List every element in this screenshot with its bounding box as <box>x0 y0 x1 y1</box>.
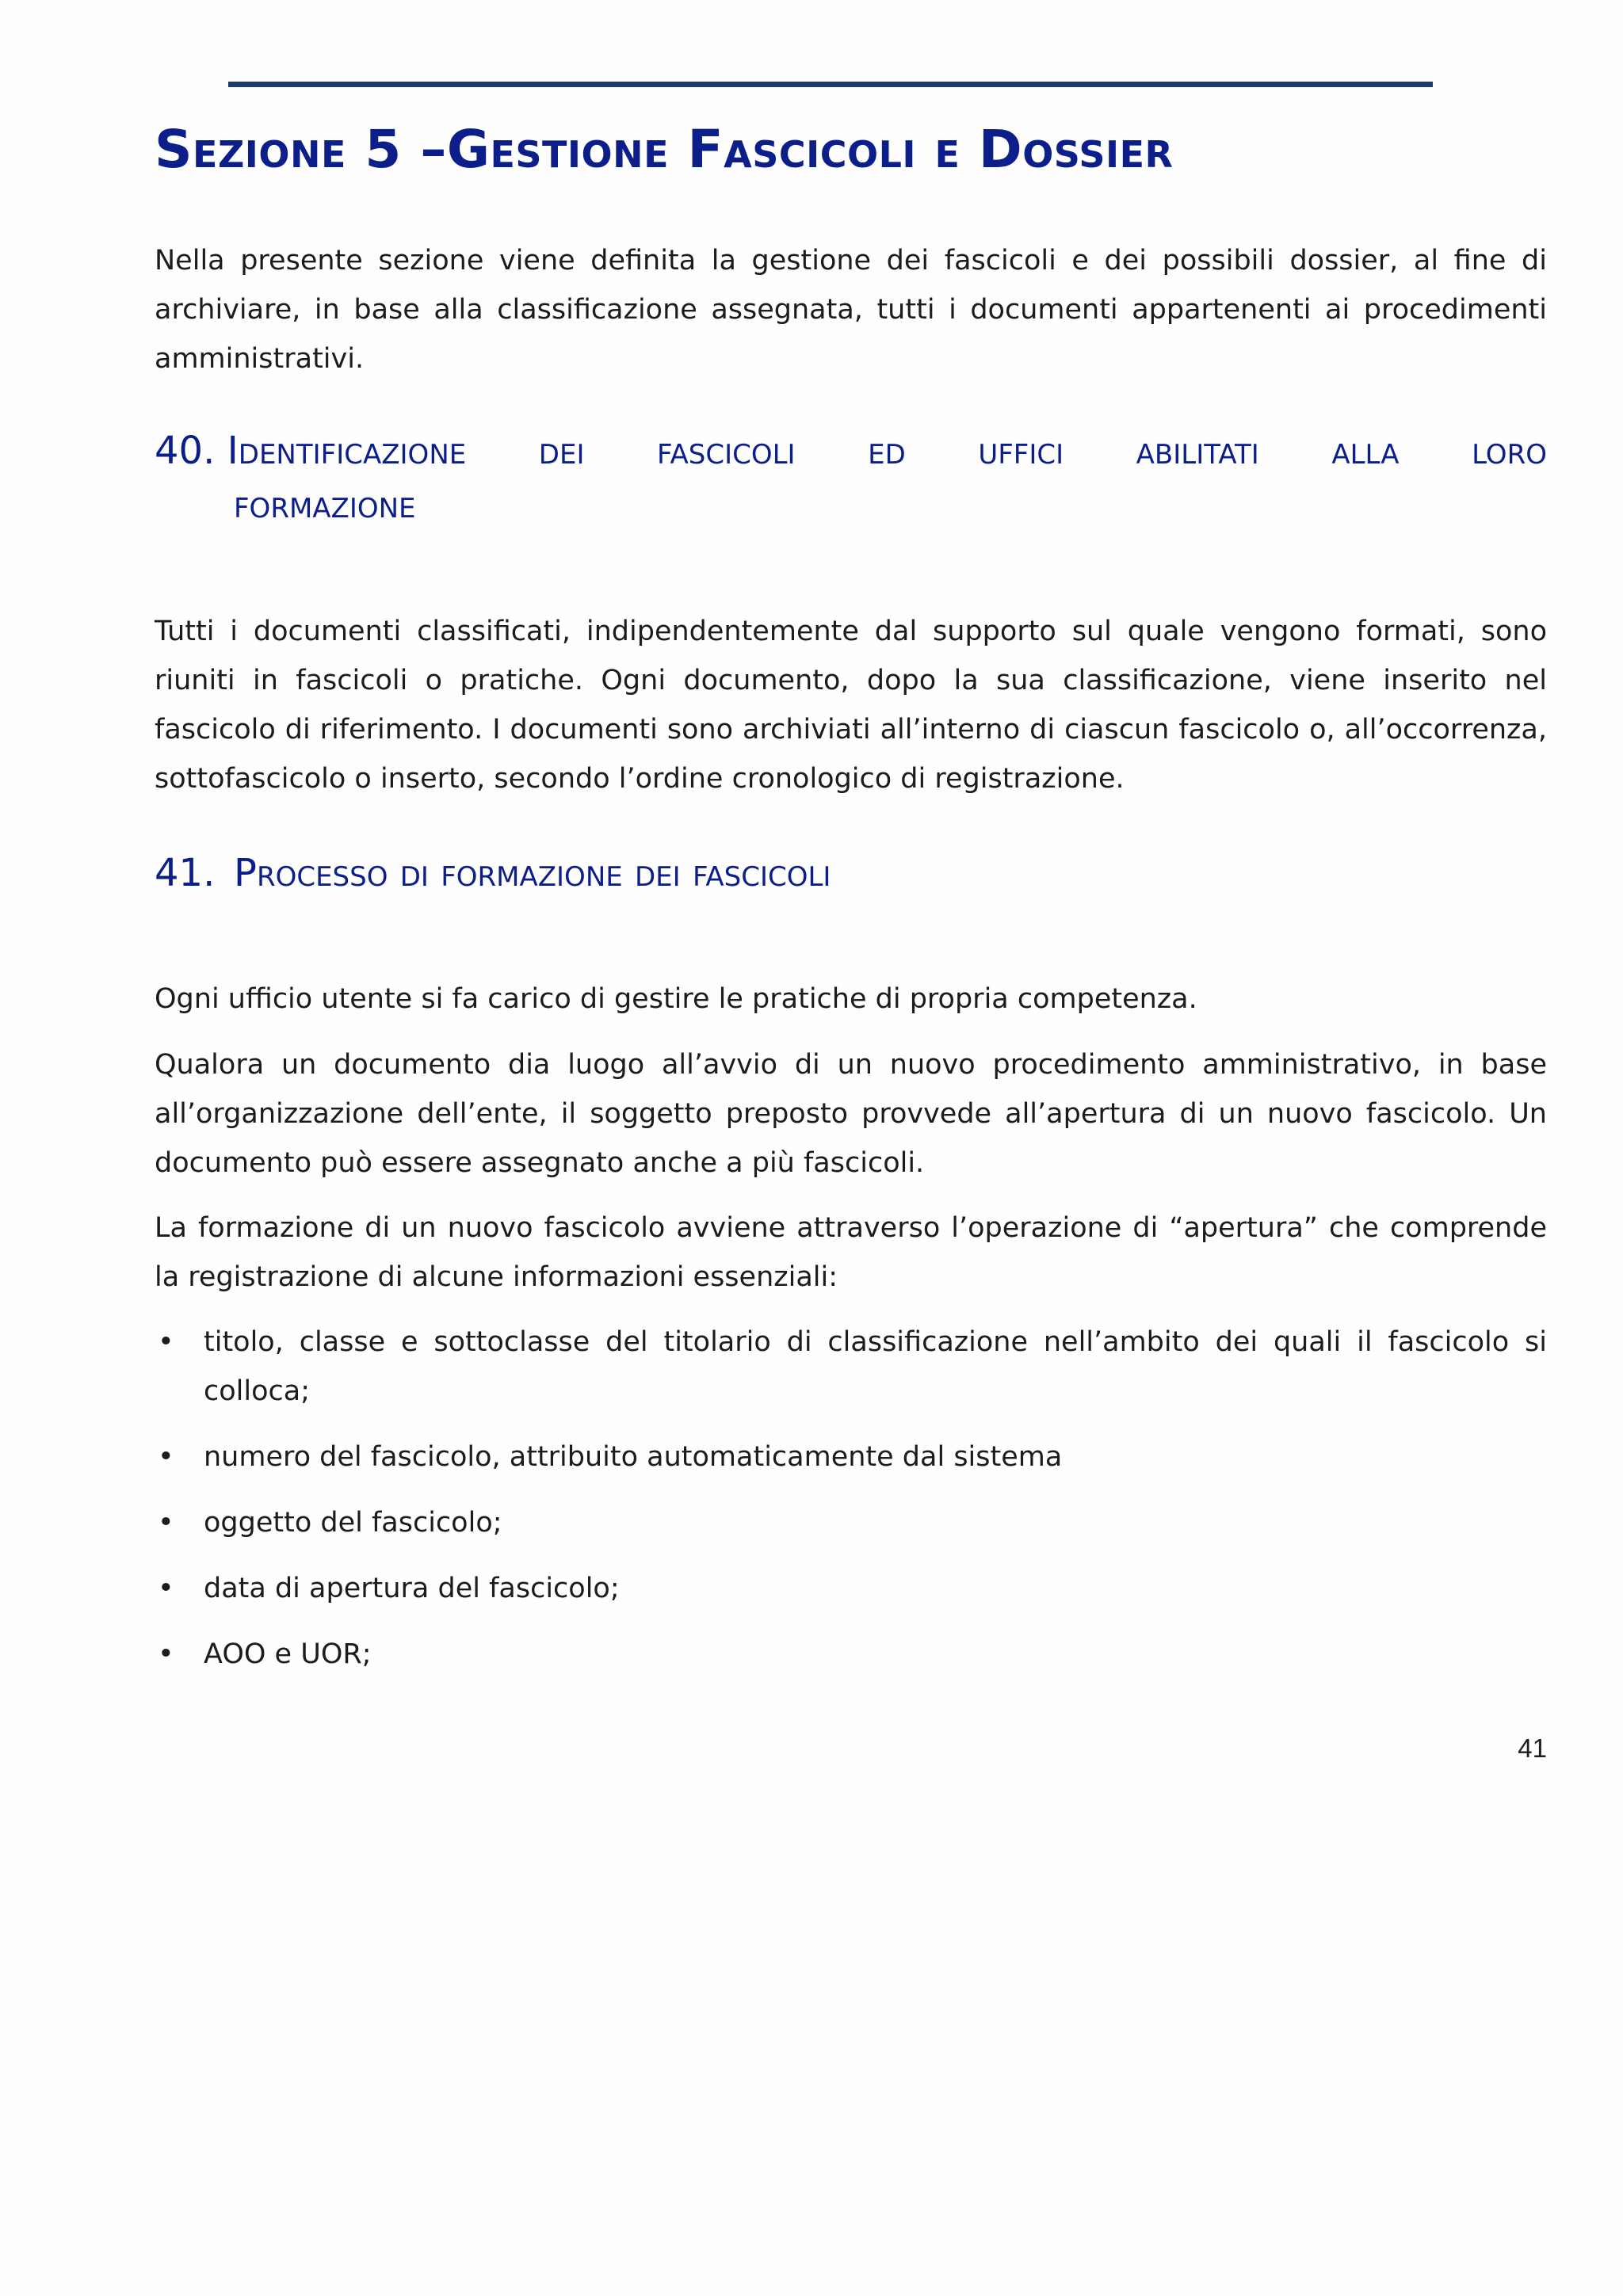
bullet-text: oggetto del fascicolo; <box>204 1507 502 1539</box>
chapter-40-title-word: dei <box>538 429 585 473</box>
section-intro <box>155 236 1547 383</box>
chapter-41-paragraph: Ogni ufficio utente si fa carico di gestire le pratiche di propria competenza. <box>155 983 1197 1015</box>
chapter-40-title-word: abilitati <box>1136 429 1259 473</box>
chapter-41-paragraph-2-block <box>155 1040 1547 1188</box>
chapter-40-paragraph: Tutti i documenti classificati, indipendentemente dal supporto sul quale vengono formati, sono riuniti in fascicoli o pratiche. Ogni documento, dopo la sua classificazione, viene inserito nel fascicolo di riferimento. I documenti sono archiviati all’interno di ciascun fascicolo o, all’occorrenza, sottofascicolo o inserto, secondo l’ordine cronologico di registrazione. <box>155 616 1547 795</box>
header-rule <box>228 82 1433 87</box>
section-title: Sezione 5 –Gestione Fascicoli e Dossier <box>155 119 1174 180</box>
chapter-40-title-word: loro <box>1472 429 1547 473</box>
chapter-41-paragraph-3-block <box>155 1203 1547 1302</box>
chapter-40-title-word: uffici <box>978 429 1064 473</box>
chapter-40-title-word: fascicoli <box>657 429 796 473</box>
bullet-icon: • <box>158 1326 174 1358</box>
bullet-text: data di apertura del fascicolo; <box>204 1573 620 1604</box>
bullet-icon: • <box>158 1573 174 1604</box>
chapter-41-paragraph: Qualora un documento dia luogo all’avvio di un nuovo procedimento amministrativo, in base all’organizzazione dell’ente, il soggetto preposto provvede all’apertura di un nuovo fascicolo. Un documento può essere assegnato anche a più fascicoli. <box>155 1049 1547 1179</box>
bullet-text: AOO e UOR; <box>204 1638 372 1670</box>
chapter-41-heading <box>155 846 831 900</box>
chapter-40-heading-line1 <box>155 424 1547 478</box>
information-bullet-list <box>155 1318 1547 1695</box>
chapter-40-title-word: Identificazione <box>227 429 467 473</box>
intro-paragraph: Nella presente sezione viene definita la gestione dei fascicoli e dei possibili dossier, al fine di archiviare, in base alla classificazione assegnata, tutti i documenti appartenenti ai procedimenti amministrativi. <box>155 245 1547 375</box>
bullet-icon: • <box>158 1507 174 1539</box>
chapter-40-body <box>155 607 1547 803</box>
chapter-40-heading <box>155 424 1547 532</box>
bullet-item <box>155 1498 1547 1547</box>
page-number: 41 <box>1518 1733 1547 1763</box>
bullet-item <box>155 1318 1547 1416</box>
chapter-40-number: 40. <box>155 429 216 473</box>
chapter-40-title-group-1 <box>155 424 466 478</box>
bullet-item <box>155 1432 1547 1482</box>
bullet-text: titolo, classe e sottoclasse del titolario di classificazione nell’ambito dei quali il fascicolo si colloca; <box>204 1326 1547 1407</box>
chapter-41-title: Processo di formazione dei fascicoli <box>234 851 831 895</box>
bullet-item <box>155 1630 1547 1679</box>
chapter-40-heading-line2: formazione <box>234 482 416 527</box>
chapter-40-title-word: ed <box>868 429 906 473</box>
chapter-41-paragraph-1-block <box>155 974 1547 1024</box>
bullet-icon: • <box>158 1638 174 1670</box>
chapter-40-title-word: alla <box>1331 429 1400 473</box>
chapter-41-paragraph: La formazione di un nuovo fascicolo avviene attraverso l’operazione di “apertura” che comprende la registrazione di alcune informazioni essenziali: <box>155 1212 1547 1293</box>
chapter-41-heading-text <box>155 846 831 900</box>
bullet-icon: • <box>158 1441 174 1473</box>
bullet-item <box>155 1564 1547 1613</box>
bullet-text: numero del fascicolo, attribuito automaticamente dal sistema <box>204 1441 1063 1473</box>
chapter-41-number: 41. <box>155 851 216 895</box>
